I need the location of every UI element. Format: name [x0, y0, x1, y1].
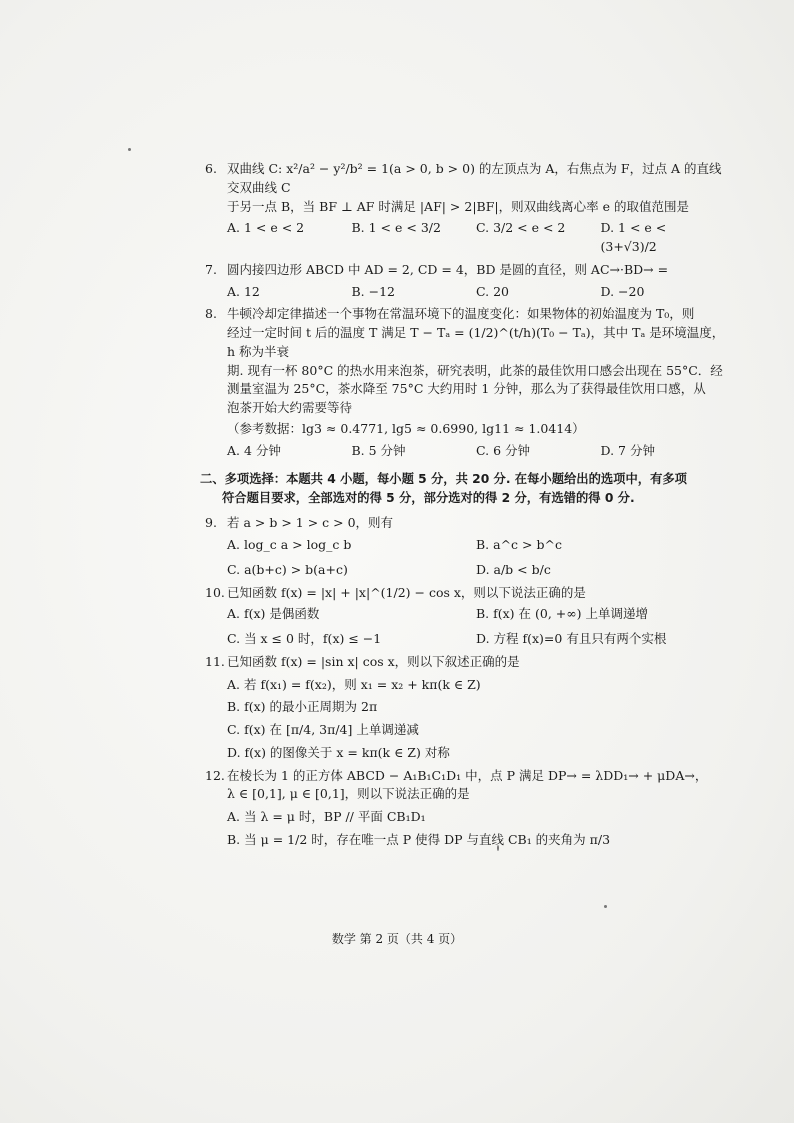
option-a: A. 1 < e < 2 — [227, 220, 305, 236]
option-b: B. 1 < e < 3/2 — [351, 220, 441, 236]
question-text: 于另一点 B，当 BF ⊥ AF 时满足 |AF| > 2|BF|，则双曲线离心率 e 的取值范围是 — [227, 198, 689, 214]
option-d: D. 方程 f(x)=0 有且只有两个实根 — [476, 631, 667, 647]
option-b: B. 5 分钟 — [351, 442, 406, 458]
option-d: D. a/b < b/c — [476, 561, 551, 577]
option-b: B. a^c > b^c — [476, 537, 562, 553]
option-b: B. f(x) 的最小正周期为 2π — [227, 699, 378, 715]
question-number: 9. — [205, 515, 217, 531]
option-b: B. 当 μ = 1/2 时，存在唯一点 P 使得 DP 与直线 CB₁ 的夹角为 π/3 — [227, 831, 611, 847]
options — [205, 219, 725, 257]
scan-speck — [604, 905, 607, 908]
option-c: C. f(x) 在 [π/4, 3π/4] 上单调递减 — [227, 722, 419, 738]
question-8 — [205, 305, 725, 460]
option-d: D. −20 — [600, 283, 645, 299]
question-text: 圆内接四边形 ABCD 中 AD = 2, CD = 4，BD 是圆的直径，则 AC→·BD→ = — [227, 261, 669, 277]
section-heading-line: 符合题目要求，全部选对的得 5 分，部分选对的得 2 分，有选错的得 0 分. — [222, 491, 635, 506]
options — [205, 536, 725, 580]
question-number: 12. — [205, 767, 225, 783]
question-6 — [205, 160, 725, 257]
scan-speck — [128, 148, 131, 151]
section-heading-line: 二、多项选择：本题共 4 小题，每小题 5 分，共 20 分. 在每小题给出的选项中，有多项 — [200, 472, 687, 487]
question-10 — [205, 584, 725, 649]
option-c: C. a(b+c) > b(a+c) — [227, 561, 348, 577]
option-a: A. f(x) 是偶函数 — [227, 606, 320, 622]
question-text: 已知函数 f(x) = |x| + |x|^(1/2) − cos x，则以下说法正确的是 — [227, 584, 586, 600]
question-text: 已知函数 f(x) = |sin x| cos x，则以下叙述正确的是 — [227, 653, 520, 669]
question-text: 双曲线 C: x²/a² − y²/b² = 1(a > 0, b > 0) 的左顶点为 A，右焦点为 F，过点 A 的直线交双曲线 C — [227, 161, 722, 195]
option-a: A. 若 f(x₁) = f(x₂)，则 x₁ = x₂ + kπ(k ∈ Z) — [227, 676, 481, 692]
question-text: 在棱长为 1 的正方体 ABCD − A₁B₁C₁D₁ 中，点 P 满足 DP→ = λDD₁→ + μDA→， — [227, 767, 708, 783]
option-d: D. 1 < e < (3+√3)/2 — [600, 220, 667, 254]
option-a: A. log_c a > log_c b — [227, 537, 352, 553]
option-a: A. 当 λ = μ 时，BP // 平面 CB₁D₁ — [227, 809, 426, 825]
question-text: 牛顿冷却定律描述一个事物在常温环境下的温度变化：如果物体的初始温度为 T₀，则 — [227, 306, 695, 322]
question-number: 11. — [205, 653, 225, 669]
option-b: B. −12 — [351, 283, 396, 299]
question-text: λ ∈ [0,1], μ ∈ [0,1]，则以下说法正确的是 — [227, 786, 470, 802]
question-number: 6. — [205, 161, 217, 176]
exam-content — [200, 160, 725, 854]
question-text: 泡茶开始大约需要等待 — [227, 400, 353, 415]
section-heading-multiple-choice — [200, 470, 725, 508]
options — [205, 676, 725, 763]
option-c: C. 6 分钟 — [476, 442, 530, 458]
option-a: A. 12 — [227, 283, 260, 299]
reference-data-note: （参考数据：lg3 ≈ 0.4771, lg5 ≈ 0.6990, lg11 ≈ 1.0414） — [227, 420, 585, 436]
question-9 — [205, 514, 725, 579]
options — [205, 808, 725, 850]
question-text: 期. 现有一杯 80°C 的热水用来泡茶，研究表明，此茶的最佳饮用口感会出现在 55°C．经 — [227, 362, 723, 378]
option-b: B. f(x) 在 (0, +∞) 上单调递增 — [476, 606, 649, 622]
question-number: 8. — [205, 306, 217, 322]
option-d: D. 7 分钟 — [600, 442, 655, 458]
question-12 — [205, 767, 725, 850]
options — [205, 605, 725, 649]
question-7 — [205, 261, 725, 302]
page-footer: 数学 第 2 页（共 4 页） — [331, 932, 463, 946]
options — [205, 283, 725, 302]
question-11 — [205, 653, 725, 763]
option-c: C. 当 x ≤ 0 时，f(x) ≤ −1 — [227, 631, 382, 647]
option-d: D. f(x) 的图像关于 x = kπ(k ∈ Z) 对称 — [227, 744, 450, 760]
question-text: 测量室温为 25°C，茶水降至 75°C 大约用时 1 分钟，那么为了获得最佳饮用口感，从 — [227, 381, 706, 397]
question-text: 经过一定时间 t 后的温度 T 满足 T − Tₐ = (1/2)^(t/h)(T₀ − Tₐ)，其中 Tₐ 是环境温度，h 称为半衰 — [227, 325, 725, 359]
option-a: A. 4 分钟 — [227, 442, 281, 458]
question-number: 7. — [205, 261, 217, 277]
question-number: 10. — [205, 584, 225, 600]
option-c: C. 20 — [476, 283, 509, 299]
question-text: 若 a > b > 1 > c > 0，则有 — [227, 515, 394, 531]
option-c: C. 3/2 < e < 2 — [476, 220, 566, 236]
options — [205, 442, 725, 461]
